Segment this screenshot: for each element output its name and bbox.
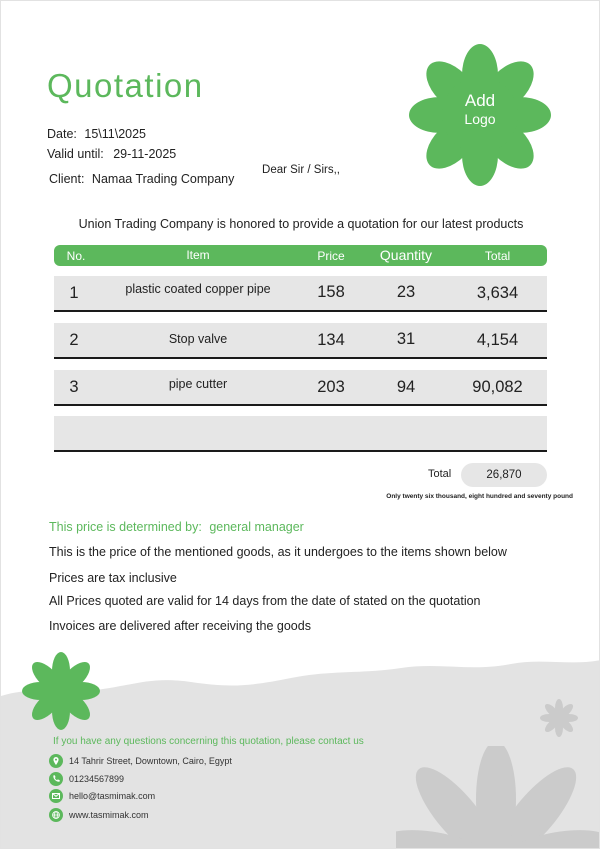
row-item: Stop valve bbox=[168, 332, 228, 346]
note-line: All Prices quoted are valid for 14 days from the date of stated on the quotation bbox=[49, 594, 481, 608]
greeting: Dear Sir / Sirs,, bbox=[262, 164, 340, 176]
row-quantity: 23 bbox=[396, 283, 416, 301]
row-no: 1 bbox=[69, 284, 79, 302]
header-item: Item bbox=[186, 248, 210, 262]
note-line: Invoices are delivered after receiving the goods bbox=[49, 619, 311, 633]
table-row bbox=[54, 370, 547, 406]
address-text: 14 Tahrir Street, Downtown, Cairo, Egypt bbox=[69, 756, 232, 766]
header-price: Price bbox=[317, 249, 345, 263]
valid-row bbox=[47, 147, 176, 161]
row-item: pipe cutter bbox=[168, 377, 228, 391]
phone-text: 01234567899 bbox=[69, 774, 125, 784]
header-no: No. bbox=[66, 249, 86, 263]
date-row bbox=[47, 127, 146, 141]
row-quantity: 94 bbox=[396, 378, 416, 396]
phone-icon bbox=[49, 772, 63, 786]
row-total: 3,634 bbox=[476, 284, 519, 302]
row-price: 158 bbox=[317, 283, 345, 301]
page-title: Quotation bbox=[47, 67, 204, 104]
client-value: Namaa Trading Company bbox=[91, 172, 235, 186]
row-no: 3 bbox=[69, 378, 79, 396]
total-label: Total bbox=[428, 468, 452, 480]
logo-text bbox=[409, 91, 551, 129]
table-header bbox=[54, 245, 547, 266]
note-line: This is the price of the mentioned goods, as it undergoes to the items shown below bbox=[49, 545, 507, 559]
client-label: Client: bbox=[49, 172, 85, 186]
determined-value: general manager bbox=[209, 520, 304, 534]
determined-label: This price is determined by: bbox=[49, 520, 202, 534]
total-value: 26,870 bbox=[461, 463, 547, 487]
globe-icon bbox=[49, 808, 63, 822]
date-value: 15\11\2025 bbox=[84, 127, 147, 141]
row-quantity: 31 bbox=[396, 330, 416, 348]
date-label: Date: bbox=[47, 127, 77, 141]
intro-text: Union Trading Company is honored to provide a quotation for our latest products bbox=[78, 217, 524, 231]
row-price: 134 bbox=[317, 331, 345, 349]
valid-label: Valid until: bbox=[47, 147, 104, 161]
location-icon bbox=[49, 754, 63, 768]
row-total: 4,154 bbox=[476, 331, 519, 349]
note-line: Prices are tax inclusive bbox=[49, 571, 177, 585]
row-no: 2 bbox=[69, 331, 79, 349]
table-row-empty bbox=[54, 416, 547, 452]
table-row bbox=[54, 276, 547, 312]
decorative-flower-small-icon bbox=[539, 698, 579, 738]
valid-value: 29-11-2025 bbox=[113, 147, 177, 161]
email-text: hello@tasmimak.com bbox=[69, 791, 156, 801]
logo-line-1: Add bbox=[464, 91, 496, 110]
total-in-words: Only twenty six thousand, eight hundred and seventy pound bbox=[386, 493, 573, 500]
header-total: Total bbox=[484, 249, 511, 263]
decorative-flower-large-icon bbox=[396, 746, 600, 849]
row-price: 203 bbox=[317, 378, 345, 396]
table-row bbox=[54, 323, 547, 359]
email-icon bbox=[49, 789, 63, 803]
row-item: plastic coated copper pipe bbox=[125, 282, 271, 296]
header-quantity: Quantity bbox=[379, 247, 433, 263]
row-total: 90,082 bbox=[472, 378, 523, 396]
website-text: www.tasmimak.com bbox=[69, 810, 149, 820]
decorative-flower-green-icon bbox=[21, 651, 101, 731]
contact-heading: If you have any questions concerning this quotation, please contact us bbox=[53, 736, 364, 747]
determined-by bbox=[49, 520, 304, 534]
logo-line-2: Logo bbox=[464, 111, 496, 127]
